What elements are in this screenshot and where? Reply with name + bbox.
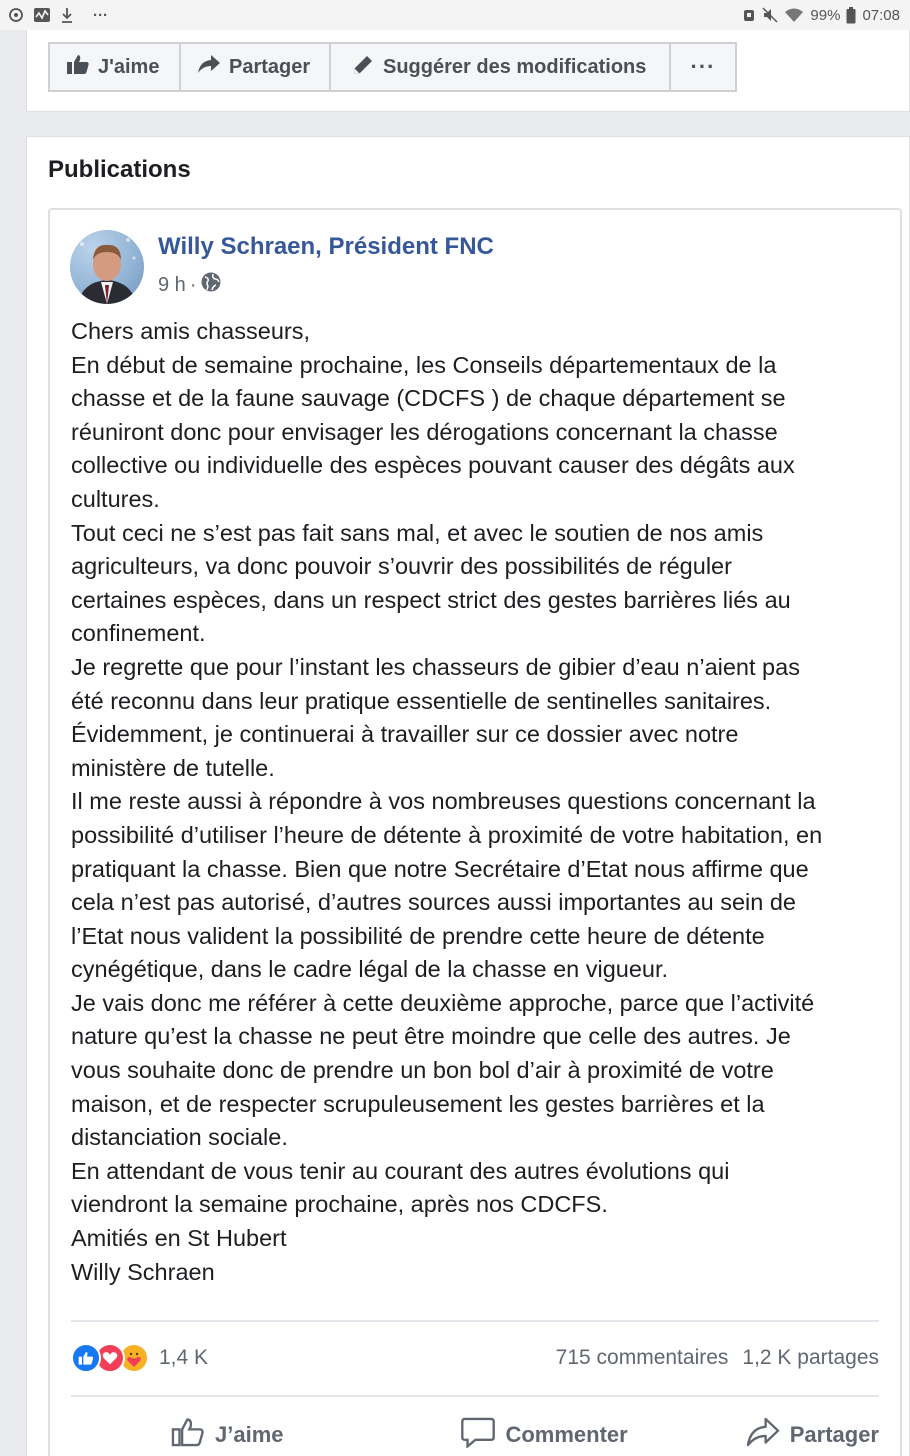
post-line: Willy Schraen xyxy=(71,1258,215,1285)
activity-icon xyxy=(33,7,51,23)
post-like-label: J’aime xyxy=(215,1422,284,1447)
page-like-label: J'aime xyxy=(98,55,160,78)
post-line: agriculteurs, va donc pouvoir s’ouvrir des possibilités de réguler xyxy=(71,553,732,580)
page-like-button[interactable] xyxy=(48,42,181,92)
download-icon xyxy=(60,7,74,23)
globe-icon xyxy=(200,271,222,299)
comment-button[interactable] xyxy=(431,1416,657,1454)
post-line: Je vais donc me référer à cette deuxième approche, parce que l’activité xyxy=(71,989,815,1016)
divider-top xyxy=(71,1320,879,1322)
post-line: collective ou individuelle des espèces pouvant causer des dégâts aux xyxy=(71,452,795,479)
battery-icon xyxy=(846,7,856,24)
post-line: Il me reste aussi à répondre à vos nombreuses questions concernant la xyxy=(71,788,816,815)
post-share-label: Partager xyxy=(789,1422,879,1447)
page-share-button[interactable] xyxy=(179,42,331,92)
comments-count[interactable]: 715 commentaires xyxy=(555,1346,729,1369)
post-line: En attendant de vous tenir au courant des autres évolutions qui xyxy=(71,1157,730,1184)
post-line: cela n’est pas autorisé, d’autres sources aussi importantes au sein de xyxy=(71,889,796,916)
thumbs-up-icon xyxy=(66,53,90,81)
battery-percent: 99% xyxy=(810,6,841,24)
post-line: Évidemment, je continuerai à travailler sur ce dossier avec notre xyxy=(71,721,739,748)
alarm-icon xyxy=(742,7,756,23)
more-dots-icon: ··· xyxy=(690,54,716,79)
comment-bubble-icon xyxy=(461,1416,495,1454)
post-share-button[interactable] xyxy=(746,1416,879,1454)
suggest-edits-button[interactable] xyxy=(329,42,671,92)
post-author-name[interactable]: Willy Schraen, Président FNC xyxy=(158,233,494,260)
sync-icon xyxy=(8,7,24,23)
post-line: été reconnu dans leur pratique essentielle de sentinelles sanitaires. xyxy=(71,687,772,714)
post-line: viendront la semaine prochaine, après nos CDCFS. xyxy=(71,1191,608,1218)
post-line: pratiquant la chasse. Bien que notre Secrétaire d’Etat nous affirme que xyxy=(71,855,809,882)
post-line: chasse et de la faune sauvage (CDCFS ) de chaque département se xyxy=(71,385,786,412)
post-line: cultures. xyxy=(71,485,160,512)
post-line: réuniront donc pour envisager les dérogations concernant la chasse xyxy=(71,418,778,445)
section-title: Publications xyxy=(48,156,191,183)
post-line: confinement. xyxy=(71,620,206,647)
share-outline-icon xyxy=(746,1416,780,1454)
post-action-bar xyxy=(71,1410,879,1456)
post-line: Chers amis chasseurs, xyxy=(71,318,310,344)
shares-count[interactable]: 1,2 K partages xyxy=(742,1346,879,1369)
post-line: l’Etat nous valident la possibilité de prendre cette heure de détente xyxy=(71,922,765,949)
clock: 07:08 xyxy=(862,6,900,24)
status-overflow: ··· xyxy=(93,6,108,24)
post-line: En début de semaine prochaine, les Conseils départementaux de la xyxy=(71,351,777,378)
page-more-button[interactable] xyxy=(669,42,737,92)
wifi-icon xyxy=(784,7,804,23)
post-stats xyxy=(71,1338,879,1378)
post-line: distanciation sociale. xyxy=(71,1124,288,1151)
reaction-count: 1,4 K xyxy=(159,1346,209,1369)
status-bar xyxy=(0,0,910,30)
post-line: Tout ceci ne s’est pas fait sans mal, et avec le soutien de nos amis xyxy=(71,519,764,546)
post-line: maison, et de respecter scrupuleusement les gestes barrières et la xyxy=(71,1090,765,1117)
page-action-bar xyxy=(48,42,735,92)
page-share-label: Partager xyxy=(229,55,311,78)
like-icon xyxy=(71,1343,101,1373)
post-line: cynégétique, dans le cadre légal de la chasse en vigueur. xyxy=(71,956,669,983)
post-time[interactable]: 9 h xyxy=(158,273,186,296)
post-line: vous souhaite donc de prendre un bon bol d’air à proximité de votre xyxy=(71,1057,774,1084)
post-line: Amitiés en St Hubert xyxy=(71,1225,287,1252)
author-avatar[interactable] xyxy=(70,230,144,304)
post-line: possibilité d’utiliser l’heure de détente à proximité de votre habitation, en xyxy=(71,821,823,848)
post-meta xyxy=(158,271,222,299)
post-line: nature qu’est la chasse ne peut être moindre que celle des autres. Je xyxy=(71,1023,791,1050)
pencil-icon xyxy=(351,53,375,81)
suggest-edits-label: Suggérer des modifications xyxy=(383,55,647,78)
post-like-button[interactable] xyxy=(71,1416,344,1454)
divider-bottom xyxy=(71,1395,879,1397)
post-line: certaines espèces, dans un respect strict des gestes barrières liés au xyxy=(71,586,791,613)
post-line: Je regrette que pour l’instant les chasseurs de gibier d’eau n’aient pas xyxy=(71,653,800,680)
post-body xyxy=(71,315,886,1289)
reactions-summary[interactable] xyxy=(71,1343,208,1373)
comment-label: Commenter xyxy=(505,1422,628,1447)
post-line: ministère de tutelle. xyxy=(71,754,275,781)
meta-separator: · xyxy=(189,273,197,296)
share-arrow-icon xyxy=(197,53,221,81)
mute-icon xyxy=(762,7,778,23)
thumbs-up-outline-icon xyxy=(171,1416,205,1454)
